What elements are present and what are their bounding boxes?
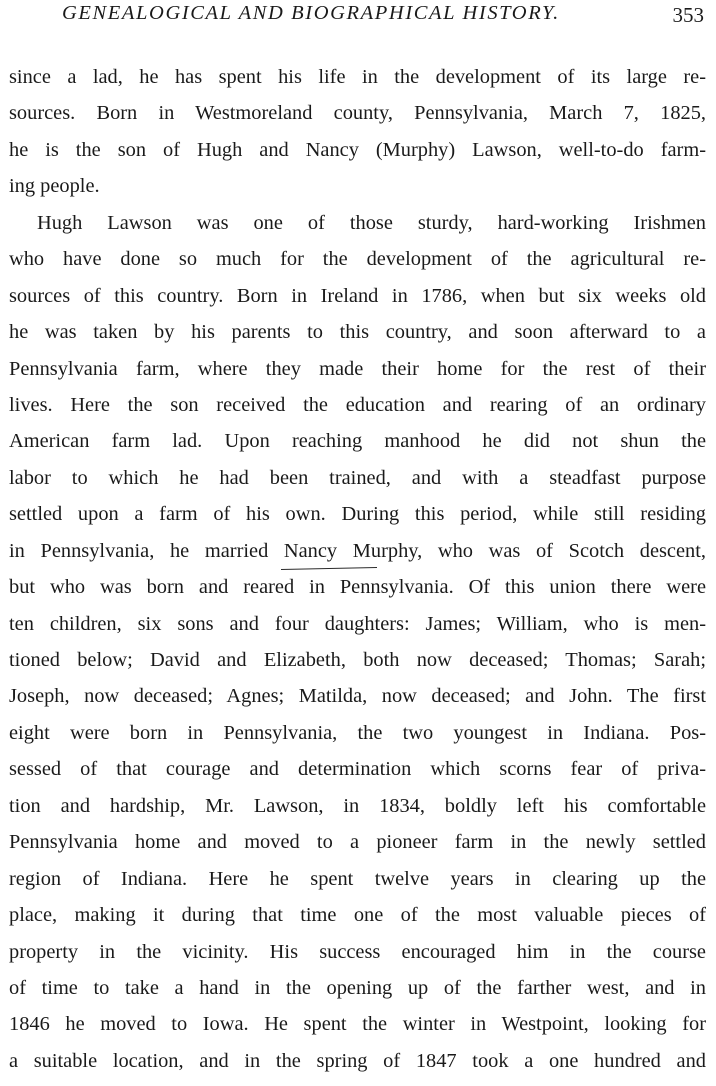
text-line: eight were born in Pennsylvania, the two youngest in Indiana. Pos-	[9, 721, 706, 744]
text-line: Joseph, now deceased; Agnes; Matilda, now deceased; and John. The first	[9, 685, 706, 708]
text-line: 1846 he moved to Iowa. He spent the winter in Westpoint, looking for	[9, 1013, 706, 1036]
text-line: region of Indiana. Here he spent twelve years in clearing up the	[9, 867, 706, 890]
text-line: Pennsylvania home and moved to a pioneer farm in the newly settled	[9, 831, 706, 854]
text-line: sources. Born in Westmoreland county, Pennsylvania, March 7, 1825,	[9, 102, 706, 125]
text-line: ten children, six sons and four daughters: James; William, who is men-	[9, 612, 706, 635]
paragraph-first-line: Hugh Lawson was one of those sturdy, hard-working Irishmen	[37, 211, 706, 234]
text-line: sessed of that courage and determination which scorns fear of priva-	[9, 758, 706, 781]
body-text	[9, 59, 706, 1079]
text-line: Pennsylvania farm, where they made their home for the rest of their	[9, 357, 706, 380]
running-header: GENEALOGICAL AND BIOGRAPHICAL HISTORY.	[62, 2, 560, 24]
text-line: American farm lad. Upon reaching manhood he did not shun the	[9, 430, 706, 453]
text-line: property in the vicinity. His success encouraged him in the course	[9, 940, 706, 963]
text-line: labor to which he had been trained, and with a steadfast purpose	[9, 466, 706, 489]
text-line: a suitable location, and in the spring of 1847 took a one hundred and	[9, 1049, 706, 1072]
text-line: in Pennsylvania, he married Nancy Murphy, who was of Scotch descent,	[9, 539, 706, 562]
text-line: he is the son of Hugh and Nancy (Murphy) Lawson, well-to-do farm-	[9, 138, 706, 161]
text-line: he was taken by his parents to this country, and soon afterward to a	[9, 321, 706, 344]
text-line: who have done so much for the development of the agricultural re-	[9, 248, 706, 271]
page-number: 353	[672, 3, 704, 27]
text-line: sources of this country. Born in Ireland in 1786, when but six weeks old	[9, 284, 706, 307]
text-line: since a lad, he has spent his life in the development of its large re-	[9, 66, 706, 88]
text-line: settled upon a farm of his own. During this period, while still residing	[9, 503, 706, 526]
text-line: but who was born and reared in Pennsylvania. Of this union there were	[9, 576, 706, 599]
text-line: tion and hardship, Mr. Lawson, in 1834, boldly left his comfortable	[9, 794, 706, 817]
text-line: tioned below; David and Elizabeth, both now deceased; Thomas; Sarah;	[9, 649, 706, 671]
text-line: ing people.	[9, 175, 100, 198]
text-line: place, making it during that time one of the most valuable pieces of	[9, 904, 706, 927]
text-line: of time to take a hand in the opening up of the farther west, and in	[9, 976, 706, 999]
text-line: lives. Here the son received the education and rearing of an ordinary	[9, 393, 706, 416]
